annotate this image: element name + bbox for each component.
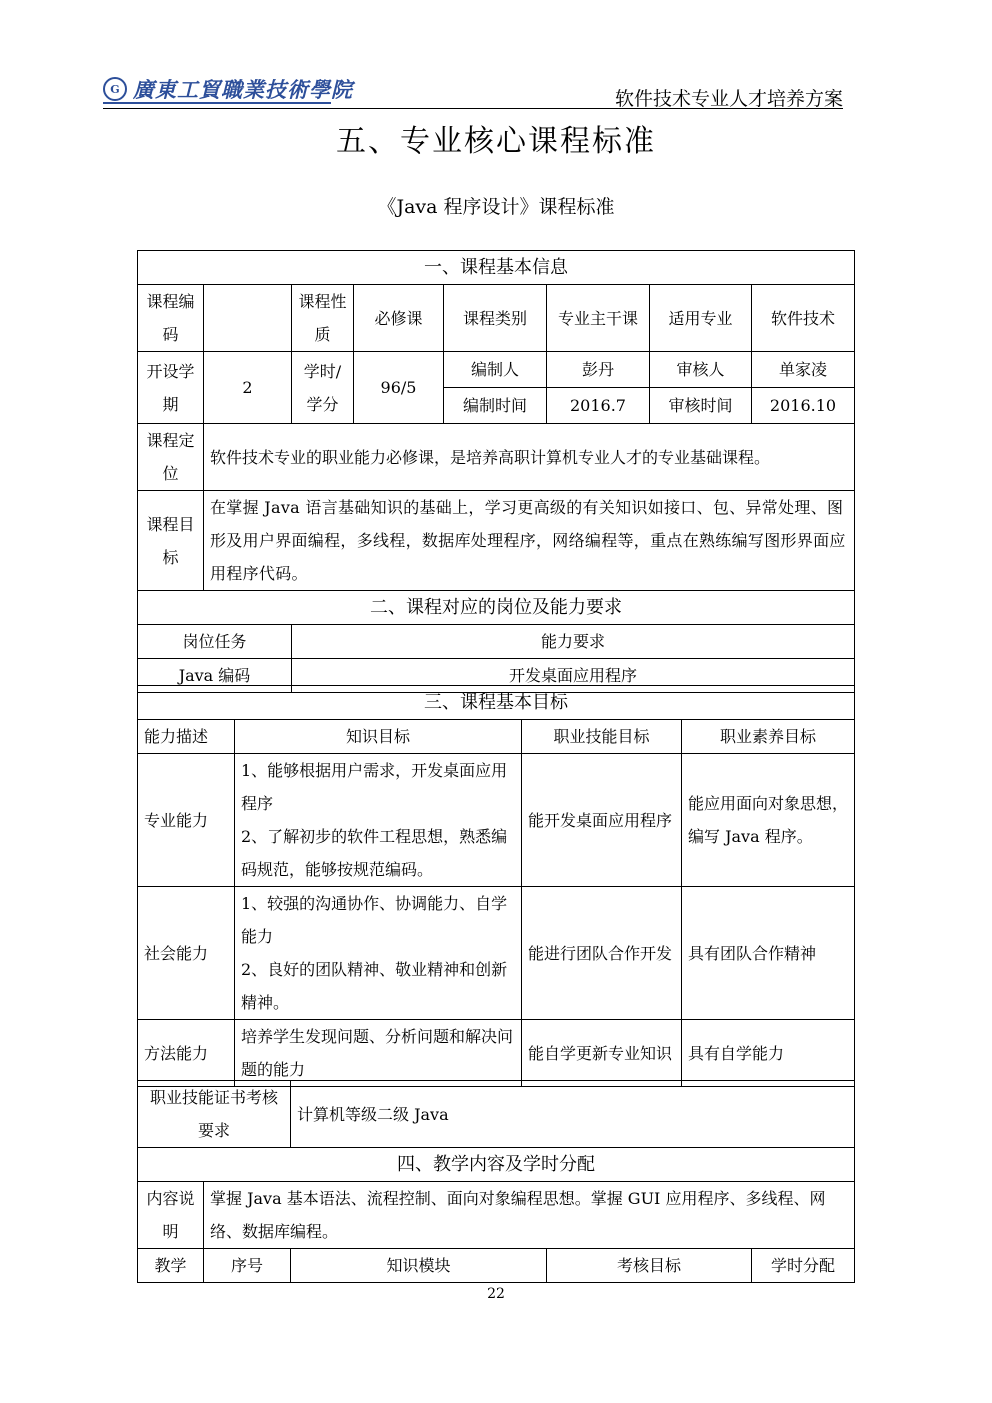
goal-row-name: 方法能力 (138, 1020, 235, 1087)
term-value: 2 (204, 352, 292, 424)
reviewer-label: 审核人 (650, 352, 752, 388)
course-position-value: 软件技术专业的职业能力必修课，是培养高职计算机专业人才的专业基础课程。 (204, 424, 855, 491)
goal-row-skill: 能进行团队合作开发 (522, 887, 682, 1020)
content-label: 内容说明 (138, 1182, 204, 1249)
course-nature-label: 课程性质 (292, 285, 354, 352)
course-category-label: 课程类别 (444, 285, 547, 352)
document-title: 软件技术专业人才培养方案 (614, 88, 843, 110)
edit-time-label: 编制时间 (444, 388, 547, 424)
content-header-index: 序号 (204, 1249, 291, 1283)
content-header-teaching: 教学 (138, 1249, 204, 1283)
content-header-hours: 学时分配 (752, 1249, 855, 1283)
section-content: 四、教学内容及学时分配 (138, 1148, 855, 1182)
course-goal-label: 课程目标 (138, 491, 204, 591)
course-standard-title: 《Java 程序设计》课程标准 (377, 196, 615, 218)
cert-label: 职业技能证书考核要求 (138, 1081, 291, 1148)
school-name: 廣東工貿職業技術學院 (133, 78, 353, 102)
term-label: 开设学期 (138, 352, 204, 424)
cert-value: 计算机等级二级 Java (291, 1081, 855, 1148)
hours-credits-value: 96/5 (354, 352, 444, 424)
applicable-major-label: 适用专业 (650, 285, 752, 352)
editor-value: 彭丹 (547, 352, 650, 388)
page-title: 五、专业核心课程标准 (336, 124, 656, 159)
cert-content-table (137, 1080, 855, 1283)
content-value: 掌握 Java 基本语法、流程控制、面向对象编程思想。掌握 GUI 应用程序、多线程、网络、数据库编程。 (204, 1182, 855, 1249)
goals-header-skill: 职业技能目标 (522, 720, 682, 754)
ability-req-header: 能力要求 (292, 625, 855, 659)
goal-row-skill: 能开发桌面应用程序 (522, 754, 682, 887)
school-emblem-icon: G (103, 77, 127, 101)
goal-row-quality: 能应用面向对象思想，编写 Java 程序。 (682, 754, 855, 887)
goal-row-skill: 能自学更新专业知识 (522, 1020, 682, 1087)
content-header-module: 知识模块 (291, 1249, 547, 1283)
review-time-label: 审核时间 (650, 388, 752, 424)
course-code-label: 课程编码 (138, 285, 204, 352)
course-position-label: 课程定位 (138, 424, 204, 491)
section-jobs: 二、课程对应的岗位及能力要求 (138, 591, 855, 625)
goal-row-name: 专业能力 (138, 754, 235, 887)
section-basic-info: 一、课程基本信息 (138, 251, 855, 285)
goal-row-name: 社会能力 (138, 887, 235, 1020)
goals-header-knowledge: 知识目标 (235, 720, 522, 754)
goal-row-knowledge: 1、较强的沟通协作、协调能力、自学能力 2、良好的团队精神、敬业精神和创新精神。 (235, 887, 522, 1020)
page-header (103, 72, 843, 109)
reviewer-value: 单家凌 (752, 352, 855, 388)
course-code-value (204, 285, 292, 352)
goal-row-knowledge: 培养学生发现问题、分析问题和解决问题的能力 (235, 1020, 522, 1087)
course-category-value: 专业主干课 (547, 285, 650, 352)
review-time-value: 2016.10 (752, 388, 855, 424)
section-goals: 三、课程基本目标 (138, 686, 855, 720)
content-header-assessment: 考核目标 (547, 1249, 752, 1283)
edit-time-value: 2016.7 (547, 388, 650, 424)
goal-row-knowledge: 1、能够根据用户需求，开发桌面应用程序 2、了解初步的软件工程思想，熟悉编码规范，能够按规范编码。 (235, 754, 522, 887)
goal-row-quality: 具有自学能力 (682, 1020, 855, 1087)
goals-header-ability: 能力描述 (138, 720, 235, 754)
logo-underline (103, 102, 331, 104)
job-task-value: Java 编码 (138, 659, 292, 693)
goals-table (137, 685, 855, 1087)
applicable-major-value: 软件技术 (752, 285, 855, 352)
goals-header-quality: 职业素养目标 (682, 720, 855, 754)
editor-label: 编制人 (444, 352, 547, 388)
course-nature-value: 必修课 (354, 285, 444, 352)
goal-row-quality: 具有团队合作精神 (682, 887, 855, 1020)
job-task-header: 岗位任务 (138, 625, 292, 659)
page-number: 22 (487, 1286, 505, 1302)
course-standard-table (137, 250, 855, 693)
hours-credits-label: 学时/学分 (292, 352, 354, 424)
course-goal-value: 在掌握 Java 语言基础知识的基础上，学习更高级的有关知识如接口、包、异常处理、图形及用户界面编程，多线程，数据库处理程序，网络编程等，重点在熟练编写图形界面应用程序代码。 (204, 491, 855, 591)
school-logo (103, 74, 353, 104)
ability-req-value: 开发桌面应用程序 (292, 659, 855, 693)
